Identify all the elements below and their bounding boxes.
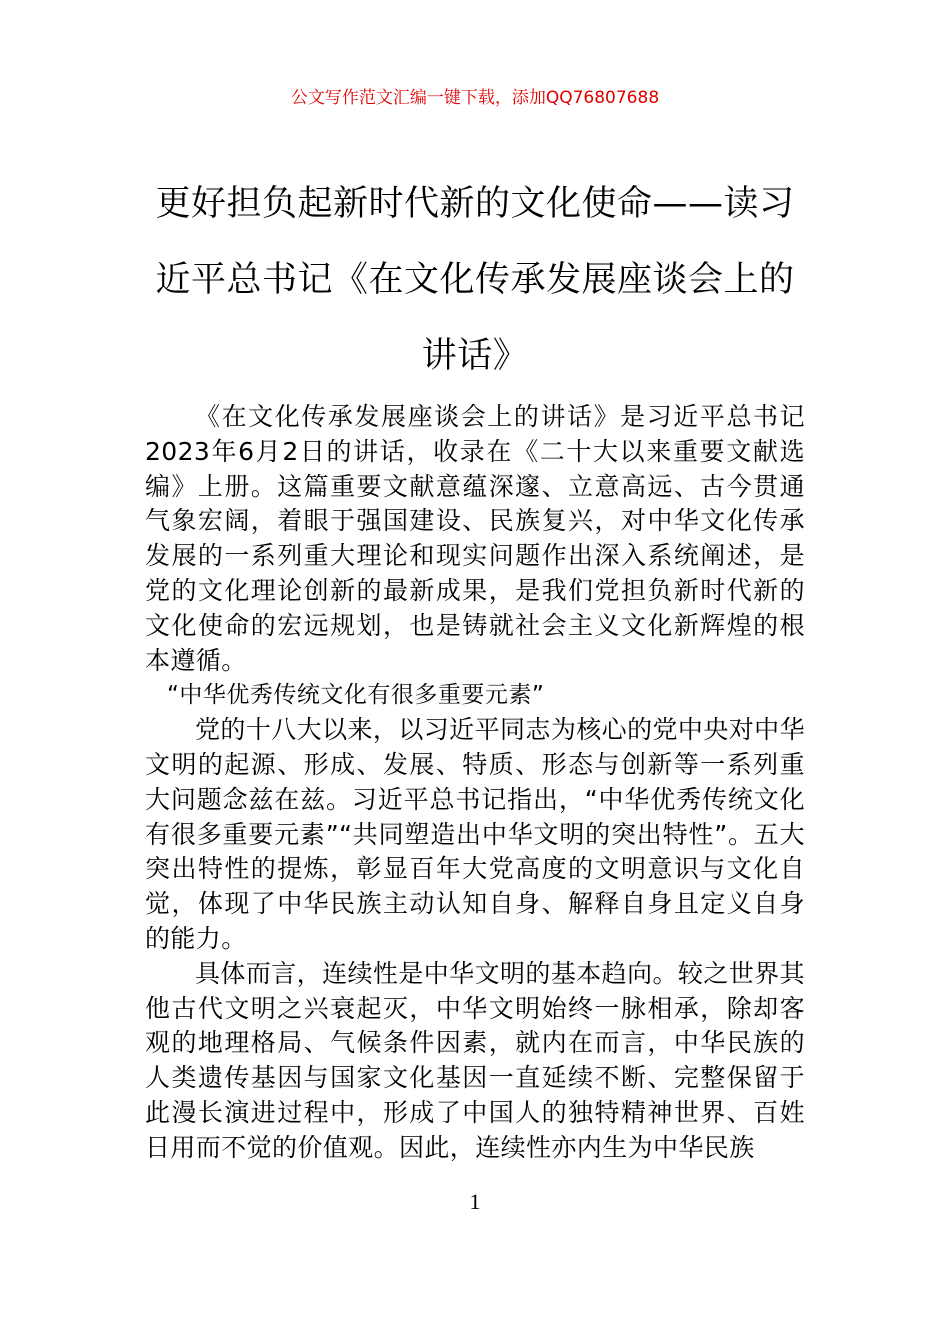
title-line-2: 近平总书记《在文化传承发展座谈会上的	[155, 260, 795, 300]
title-line-1: 更好担负起新时代新的文化使命——读习	[155, 184, 795, 224]
header-note: 公文写作范文汇编一键下载，添加QQ76807688	[290, 88, 660, 108]
body-paragraph: 具体而言，连续性是中华文明的基本趋向。较之世界其他古代文明之兴衰起灭，中华文明始终一脉相承，除却客观的地理格局、气候条件因素，就内在而言，中华民族的人类遗传基因与国家文化基因一直延续不断、完整保留于此漫长演进过程中，形成了中国人的独特精神世界、百姓日用而不觉的价值观。因此，连续性亦内生为中华民族	[145, 958, 805, 1162]
body-paragraph-intro: 《在文化传承发展座谈会上的讲话》是习近平总书记2023年6月2日的讲话，收录在《二十大以来重要文献选编》上册。这篇重要文献意蕴深邃、立意高远、古今贯通气象宏阔，着眼于强国建设、民族复兴，对中华文化传承发展的一系列重大理论和现实问题作出深入系统阐述，是党的文化理论创新的最新成果，是我们党担负新时代新的文化使命的宏远规划，也是铸就社会主义文化新辉煌的根本遵循。	[145, 402, 805, 675]
title-line-3: 讲话》	[421, 336, 529, 376]
document-body	[145, 400, 805, 1166]
section-heading: “中华优秀传统文化有很多重要元素”	[167, 682, 545, 709]
page-number: 1	[469, 1189, 481, 1214]
document-title	[140, 166, 810, 394]
body-paragraph: 党的十八大以来，以习近平同志为核心的党中央对中华文明的起源、形成、发展、特质、形态与创新等一系列重大问题念兹在兹。习近平总书记指出，“中华优秀传统文化有很多重要元素”“共同塑造出中华文明的突出特性”。五大突出特性的提炼，彰显百年大党高度的文明意识与文化自觉，体现了中华民族主动认知自身、解释自身且定义自身的能力。	[145, 715, 805, 953]
